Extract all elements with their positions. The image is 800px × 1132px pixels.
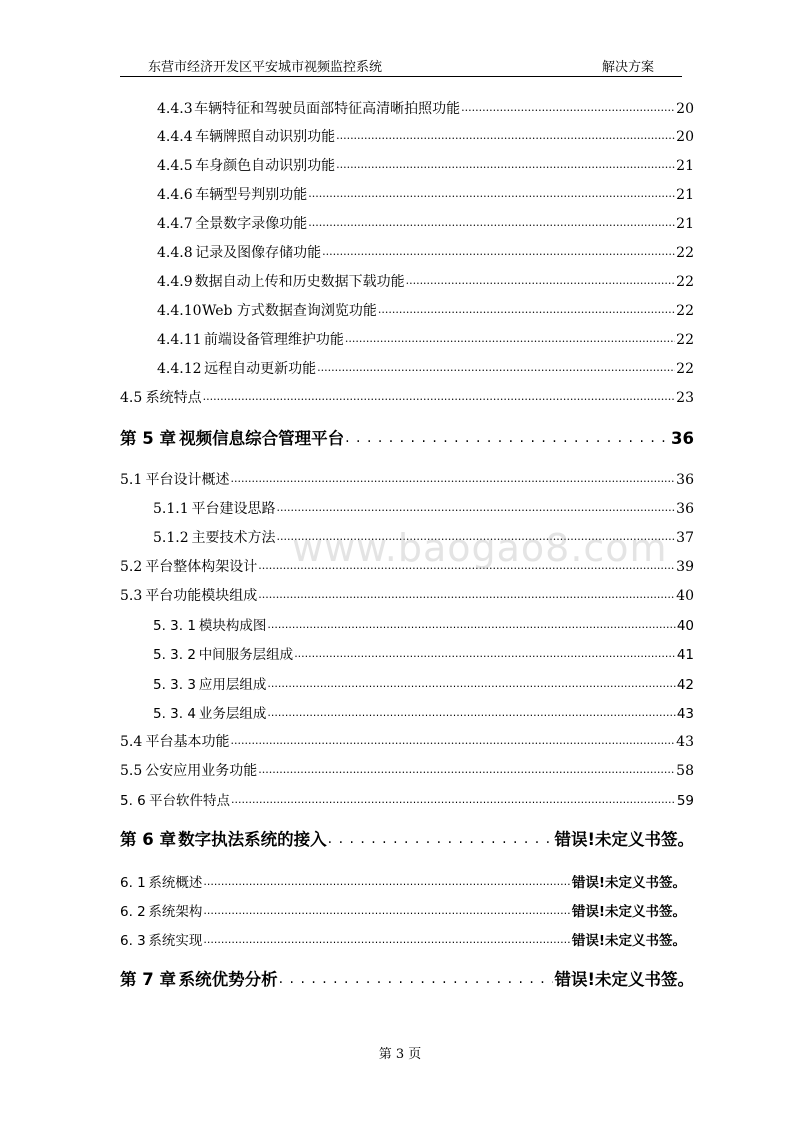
- toc-entry-5-1-1[interactable]: [153, 498, 694, 518]
- toc-leader: [308, 214, 675, 230]
- toc-title: 系统实现: [148, 933, 203, 949]
- toc-entry-5-5[interactable]: [120, 760, 694, 780]
- toc-title: 中间服务层组成: [198, 647, 294, 663]
- toc-title: 公安应用业务功能: [145, 763, 258, 779]
- toc-page: 37: [676, 530, 694, 546]
- toc-number: 5.2: [120, 559, 143, 575]
- toc-page: 错误!未定义书签。: [571, 933, 686, 949]
- toc-page: 23: [676, 390, 694, 406]
- toc-title: 远程自动更新功能: [204, 361, 317, 377]
- toc-number: 4.5: [120, 390, 143, 406]
- toc-page: 43: [676, 706, 694, 722]
- header-doc-type: 解决方案: [601, 60, 654, 75]
- toc-number: 4.4.9: [157, 274, 193, 290]
- toc-leader: [203, 873, 570, 889]
- toc-page: 21: [676, 158, 694, 174]
- toc-page: 40: [676, 618, 694, 634]
- toc-entry-5-3-3[interactable]: [153, 673, 694, 693]
- toc-page: 22: [676, 274, 694, 290]
- toc-entry-4-4-5[interactable]: [157, 155, 694, 175]
- toc-title: 全景数字录像功能: [195, 216, 308, 232]
- toc-entry-4-4-12[interactable]: [157, 358, 694, 378]
- toc-title: 系统架构: [148, 904, 203, 920]
- toc-entry-6-2[interactable]: [120, 900, 686, 920]
- toc-title: 数字执法系统的接入: [178, 830, 327, 849]
- toc-leader: [308, 185, 675, 201]
- toc-leader: [461, 99, 675, 115]
- toc-leader: [336, 156, 675, 172]
- toc-leader: [279, 968, 554, 987]
- toc-leader: [267, 616, 675, 632]
- toc-leader: [328, 828, 554, 847]
- toc-page: 错误!未定义书签。: [571, 875, 686, 891]
- toc-title: 平台建设思路: [191, 501, 276, 517]
- toc-entry-4-4-6[interactable]: [157, 184, 694, 204]
- toc-number: 5.3: [120, 588, 143, 604]
- toc-number: 4.4.10: [157, 303, 202, 319]
- toc-leader: [277, 499, 676, 515]
- toc-page: 21: [676, 216, 694, 232]
- toc-title: 数据自动上传和历史数据下载功能: [194, 274, 405, 290]
- toc-leader: [345, 427, 670, 446]
- toc-title: 系统特点: [145, 390, 202, 406]
- toc-leader: [322, 243, 675, 259]
- toc-title: 平台整体构架设计: [145, 559, 258, 575]
- toc-entry-4-4-7[interactable]: [157, 213, 694, 233]
- toc-number: 5. 3. 4: [153, 706, 196, 722]
- toc-page: 36: [671, 429, 694, 448]
- toc-leader: [317, 359, 675, 375]
- toc-number: 4.4.3: [157, 101, 193, 117]
- toc-page: 22: [676, 361, 694, 377]
- toc-entry-6-1[interactable]: [120, 871, 686, 891]
- toc-leader: [336, 127, 675, 143]
- toc-leader: [406, 272, 676, 288]
- toc-entry-4-5[interactable]: [120, 387, 694, 407]
- toc-number: 4.4.8: [157, 245, 193, 261]
- toc-entry-4-4-8[interactable]: [157, 242, 694, 262]
- watermark: www.baogao8.com: [292, 526, 668, 570]
- toc-number: 第 6 章: [120, 830, 176, 849]
- toc-entry-5-3-1[interactable]: [153, 614, 694, 634]
- page-header: [120, 56, 682, 77]
- toc-leader: [203, 388, 676, 404]
- toc-leader: [203, 931, 570, 947]
- toc-page: 36: [676, 472, 694, 488]
- toc-number: 第 7 章: [120, 970, 176, 989]
- toc-page: 21: [676, 187, 694, 203]
- toc-title: 主要技术方法: [191, 530, 276, 546]
- toc-number: 5.4: [120, 734, 143, 750]
- toc-leader: [378, 301, 675, 317]
- header-doc-title: 东营市经济开发区平安城市视频监控系统: [148, 60, 383, 75]
- toc-leader: [258, 586, 675, 602]
- toc-leader: [258, 761, 675, 777]
- toc-leader: [230, 470, 675, 486]
- toc-number: 6. 1: [120, 875, 146, 891]
- toc-title: 视频信息综合管理平台: [179, 429, 345, 448]
- toc-title: 前端设备管理维护功能: [203, 332, 344, 348]
- toc-entry-5-4[interactable]: [120, 731, 694, 751]
- toc-number: 5. 3. 3: [153, 677, 196, 693]
- toc-title: 业务层组成: [198, 706, 267, 722]
- toc-title: Web 方式数据查询浏览功能: [201, 303, 377, 319]
- toc-leader: [267, 704, 675, 720]
- toc-title: 车辆特征和驾驶员面部特征高清晰拍照功能: [194, 101, 461, 117]
- toc-number: 5. 3. 1: [153, 618, 196, 634]
- toc-number: 4.4.6: [157, 187, 193, 203]
- toc-number: 5. 3. 2: [153, 647, 196, 663]
- toc-page: 59: [676, 793, 694, 809]
- toc-number: 5.5: [120, 763, 143, 779]
- toc-number: 5.1: [120, 472, 143, 488]
- toc-title: 系统概述: [148, 875, 203, 891]
- toc-number: 5.1.2: [153, 530, 189, 546]
- toc-entry-4-4-3[interactable]: [157, 98, 694, 118]
- toc-number: 第 5 章: [120, 429, 176, 448]
- toc-page: 58: [676, 763, 694, 779]
- toc-title: 平台软件特点: [148, 793, 230, 809]
- toc-page: 错误!未定义书签。: [554, 970, 694, 989]
- toc-leader: [231, 791, 676, 807]
- toc-entry-4-4-11[interactable]: [157, 329, 694, 349]
- toc-title: 平台基本功能: [145, 734, 230, 750]
- page-footer: [0, 1043, 800, 1062]
- toc-title: 模块构成图: [198, 618, 267, 634]
- toc-title: 应用层组成: [198, 677, 267, 693]
- toc-entry-5-3-4[interactable]: [153, 702, 694, 722]
- toc-leader: [345, 330, 675, 346]
- toc-number: 6. 2: [120, 904, 146, 920]
- toc-chapter-6[interactable]: [120, 826, 694, 849]
- toc-title: 车身颜色自动识别功能: [195, 158, 336, 174]
- toc-number: 4.4.7: [157, 216, 193, 232]
- toc-entry-5-3[interactable]: [120, 585, 694, 605]
- toc-chapter-7[interactable]: [120, 966, 694, 989]
- toc-page: 43: [676, 734, 694, 750]
- toc-chapter-5[interactable]: [120, 425, 694, 448]
- toc-page: 39: [676, 559, 694, 575]
- toc-entry-5-3-2[interactable]: [153, 643, 694, 663]
- toc-page: 错误!未定义书签。: [554, 830, 694, 849]
- toc-title: 记录及图像存储功能: [195, 245, 322, 261]
- toc-leader: [230, 732, 675, 748]
- toc-page: 42: [676, 677, 694, 693]
- toc-title: 平台设计概述: [145, 472, 230, 488]
- toc-page: 20: [676, 129, 694, 145]
- toc-entry-6-3[interactable]: [120, 929, 686, 949]
- toc-number: 4.4.11: [157, 332, 202, 348]
- toc-page: 22: [676, 303, 694, 319]
- toc-leader: [203, 902, 570, 918]
- page-number: 第 3 页: [378, 1047, 422, 1062]
- toc-page: 22: [676, 245, 694, 261]
- toc-page: 22: [676, 332, 694, 348]
- toc-entry-4-4-9[interactable]: [157, 271, 694, 291]
- toc-page: 错误!未定义书签。: [571, 904, 686, 920]
- toc-number: 5.1.1: [153, 501, 189, 517]
- toc-entry-5-1[interactable]: [120, 469, 694, 489]
- toc-entry-5-6[interactable]: [120, 789, 694, 809]
- toc-leader: [294, 645, 676, 661]
- toc-page: 41: [676, 647, 694, 663]
- toc-title: 车辆型号判别功能: [195, 187, 308, 203]
- toc-title: 系统优势分析: [178, 970, 278, 989]
- toc-entry-4-4-10[interactable]: [157, 300, 694, 320]
- toc-number: 4.4.12: [157, 361, 202, 377]
- toc-entry-4-4-4[interactable]: [157, 126, 694, 146]
- toc-title: 平台功能模块组成: [145, 588, 258, 604]
- toc-leader: [267, 675, 675, 691]
- toc-page: 36: [676, 501, 694, 517]
- toc-number: 4.4.5: [157, 158, 193, 174]
- toc-page: 40: [676, 588, 694, 604]
- toc-title: 车辆牌照自动识别功能: [195, 129, 336, 145]
- toc-number: 6. 3: [120, 933, 146, 949]
- toc-number: 4.4.4: [157, 129, 193, 145]
- toc-page: 20: [676, 101, 694, 117]
- toc-number: 5. 6: [120, 793, 146, 809]
